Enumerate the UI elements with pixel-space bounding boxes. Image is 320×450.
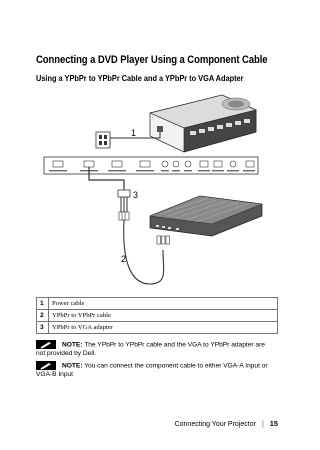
part-label: YPbPr to YPbPr cable [49,310,278,322]
note-label: NOTE: [62,341,83,349]
footer-separator: | [261,421,264,428]
footer-section-title: Connecting Your Projector [174,421,256,428]
note-label: NOTE: [62,362,83,370]
dvd-player-illustration [150,196,262,236]
page-number: 15 [269,419,278,428]
part-label: YPbPr to VGA adapter [49,322,278,334]
page-heading: Connecting a DVD Player Using a Component Cable [36,54,268,66]
note-2 [36,361,272,379]
note-1 [36,340,272,358]
callout-3: 3 [133,190,139,200]
callout-2: 2 [121,254,127,264]
note-pencil-icon [36,361,56,370]
projector-illustration [150,95,256,152]
table-row [37,322,278,334]
section-subheading: Using a YPbPr to YPbPr Cable and a YPbPr to VGA Adapter [36,73,244,83]
part-number: 1 [37,298,49,310]
note-pencil-icon [36,340,56,349]
table-row [37,310,278,322]
part-number: 3 [37,322,49,334]
part-label: Power cable [49,298,278,310]
part-number: 2 [37,310,49,322]
note-text: The YPbPr to YPbPr cable and the VGA to YPbPr adapter are not provided by Dell. [36,341,265,358]
callout-1: 1 [131,128,137,138]
table-row [37,298,278,310]
connection-diagram [0,85,300,295]
note-text: You can connect the component cable to either VGA-A Input or VGA-B Input [36,362,268,379]
page-footer [175,419,278,428]
connector-panel [44,157,258,174]
parts-table [36,297,278,334]
